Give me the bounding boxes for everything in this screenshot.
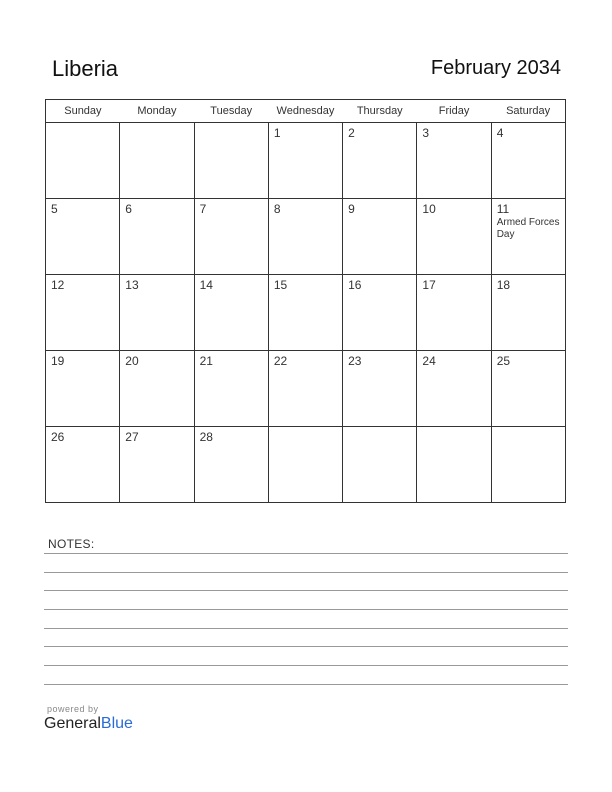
day-cell	[491, 123, 565, 199]
day-cell	[46, 123, 120, 199]
day-cell	[46, 199, 120, 275]
day-cell	[417, 275, 491, 351]
day-cell	[343, 427, 417, 503]
day-cell	[46, 275, 120, 351]
day-cell	[120, 427, 194, 503]
note-line	[44, 628, 568, 629]
day-number: 15	[273, 278, 288, 292]
weekday-saturday: Saturday	[491, 100, 565, 123]
notes-label: NOTES:	[48, 537, 95, 551]
day-number: 10	[422, 202, 436, 216]
day-cell	[268, 351, 342, 427]
day-cell	[120, 199, 194, 275]
day-number: 11	[496, 202, 510, 216]
weekday-monday: Monday	[120, 100, 194, 123]
day-cell	[417, 351, 491, 427]
day-cell	[268, 427, 342, 503]
powered-by-text: powered by	[47, 704, 99, 714]
day-number: 14	[199, 278, 213, 292]
note-line	[44, 572, 568, 573]
day-cell	[343, 351, 417, 427]
weekday-header-row	[46, 100, 566, 123]
day-number: 26	[51, 430, 65, 444]
brand-name	[44, 715, 133, 733]
day-cell	[417, 123, 491, 199]
day-number: 24	[422, 354, 436, 368]
day-cell	[268, 275, 342, 351]
weekday-thursday: Thursday	[343, 100, 417, 123]
day-number: 22	[273, 354, 288, 368]
weekday-sunday: Sunday	[46, 100, 120, 123]
day-number: 28	[199, 430, 213, 444]
day-number: 4	[496, 126, 504, 140]
day-number: 17	[422, 278, 436, 292]
note-line	[44, 590, 568, 591]
day-cell	[491, 199, 565, 275]
note-line	[44, 646, 568, 647]
day-cell	[491, 427, 565, 503]
day-number: 9	[348, 202, 355, 216]
week-row	[46, 275, 566, 351]
day-cell	[120, 275, 194, 351]
day-number: 3	[422, 126, 430, 140]
brand-logo	[44, 704, 133, 733]
note-line	[44, 609, 568, 610]
day-number: 19	[51, 354, 65, 368]
day-number: 5	[51, 202, 58, 216]
brand-name-general: General	[44, 715, 101, 732]
weekday-wednesday: Wednesday	[268, 100, 342, 123]
day-cell	[417, 427, 491, 503]
holiday-label: Armed Forces Day	[496, 217, 560, 240]
day-number: 23	[348, 354, 362, 368]
note-line	[44, 684, 568, 685]
day-number: 25	[496, 354, 511, 368]
day-cell	[194, 123, 268, 199]
week-row	[46, 427, 566, 503]
note-line	[44, 553, 568, 554]
day-cell	[194, 427, 268, 503]
note-line	[44, 665, 568, 666]
day-number: 21	[199, 354, 213, 368]
weekday-tuesday: Tuesday	[194, 100, 268, 123]
day-number: 20	[125, 354, 139, 368]
day-cell	[194, 199, 268, 275]
day-number: 8	[273, 202, 281, 216]
weekday-friday: Friday	[417, 100, 491, 123]
brand-name-blue: Blue	[100, 715, 133, 732]
week-row	[46, 351, 566, 427]
day-cell	[268, 123, 342, 199]
calendar-grid	[45, 99, 566, 503]
day-cell	[343, 275, 417, 351]
day-number: 16	[348, 278, 362, 292]
day-cell	[194, 351, 268, 427]
day-cell	[268, 199, 342, 275]
day-number: 13	[125, 278, 139, 292]
day-cell	[491, 351, 565, 427]
day-number: 12	[51, 278, 65, 292]
day-cell	[120, 351, 194, 427]
day-cell	[46, 351, 120, 427]
day-number: 1	[273, 126, 281, 140]
day-number: 27	[125, 430, 139, 444]
day-number: 18	[496, 278, 511, 292]
week-row	[46, 123, 566, 199]
day-number: 2	[348, 126, 355, 140]
day-cell	[120, 123, 194, 199]
month-year-title: February 2034	[430, 57, 561, 79]
week-row	[46, 199, 566, 275]
day-cell	[417, 199, 491, 275]
day-cell	[194, 275, 268, 351]
day-cell	[343, 199, 417, 275]
day-cell	[491, 275, 565, 351]
day-number: 7	[199, 202, 207, 216]
day-cell	[343, 123, 417, 199]
country-title: Liberia	[52, 56, 119, 81]
day-number: 6	[125, 202, 132, 216]
day-cell	[46, 427, 120, 503]
